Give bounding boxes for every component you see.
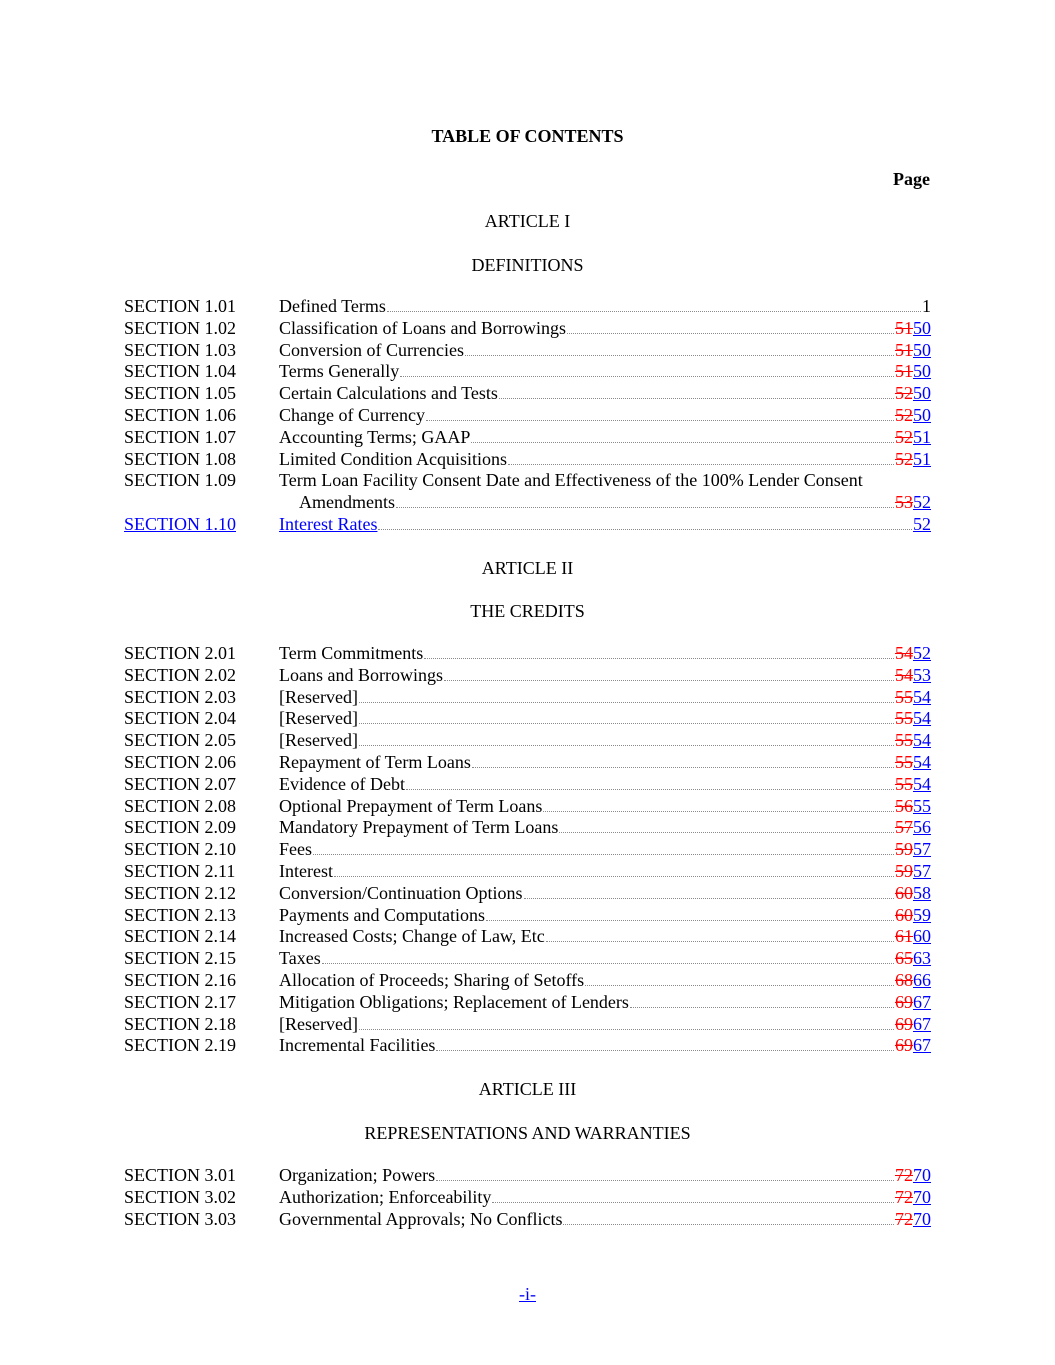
toc-entry-title[interactable]: [Reserved] — [279, 730, 358, 751]
toc-entry[interactable] — [279, 687, 931, 709]
dot-leader — [334, 862, 894, 877]
toc-entry-title[interactable]: Mitigation Obligations; Replacement of Lenders — [279, 991, 629, 1012]
toc-entry-title[interactable]: Accounting Terms; GAAP — [279, 426, 471, 447]
inserted-page-number[interactable]: 54 — [913, 773, 931, 794]
toc-section-number[interactable]: SECTION 2.01 — [124, 643, 236, 663]
dot-leader — [359, 1015, 894, 1030]
dot-leader — [543, 797, 894, 812]
dot-leader — [546, 927, 894, 942]
dot-leader — [378, 515, 912, 530]
toc-entry-title[interactable]: Certain Calculations and Tests — [279, 383, 498, 404]
toc-section-number[interactable]: SECTION 2.14 — [124, 926, 236, 947]
inserted-page-number[interactable]: 54 — [913, 751, 931, 772]
toc-section-number[interactable]: SECTION 2.18 — [124, 1013, 236, 1034]
inserted-page-number[interactable]: 55 — [913, 795, 931, 816]
dot-leader — [499, 384, 894, 399]
toc-section-number[interactable]: SECTION 3.01 — [124, 1165, 236, 1185]
toc-entry[interactable] — [279, 1209, 931, 1231]
toc-row[interactable] — [124, 643, 931, 665]
article-3-toc — [124, 1165, 931, 1230]
inserted-page-number[interactable]: 50 — [913, 361, 931, 382]
toc-row[interactable] — [124, 926, 931, 948]
toc-entry[interactable] — [279, 405, 931, 427]
toc-row[interactable] — [124, 1165, 931, 1187]
deleted-page-number: 72 — [895, 1186, 913, 1207]
dot-leader — [472, 753, 894, 768]
toc-entry[interactable] — [279, 926, 931, 948]
dot-leader — [585, 971, 894, 986]
deleted-page-number: 52 — [895, 448, 913, 469]
inserted-page-number[interactable]: 52 — [913, 643, 931, 663]
toc-entry-title[interactable]: Conversion of Currencies — [279, 339, 464, 360]
toc-section-number[interactable]: SECTION 2.08 — [124, 795, 236, 816]
toc-page-ref[interactable] — [895, 1187, 931, 1209]
deleted-page-number: 51 — [895, 317, 913, 338]
toc-entry[interactable] — [279, 383, 931, 405]
toc-entry-title[interactable]: Change of Currency — [279, 404, 425, 425]
toc-row[interactable] — [124, 730, 931, 752]
toc-page-ref[interactable] — [895, 1014, 931, 1036]
toc-section-number[interactable]: SECTION 2.02 — [124, 664, 236, 685]
dot-leader — [387, 297, 921, 312]
deleted-page-number: 53 — [895, 492, 913, 513]
toc-row[interactable] — [124, 405, 931, 427]
deleted-page-number: 65 — [895, 948, 913, 969]
toc-entry[interactable] — [279, 796, 931, 818]
toc-page-ref[interactable] — [895, 839, 931, 861]
toc-page-ref[interactable] — [895, 492, 931, 514]
toc-row[interactable] — [124, 361, 931, 383]
inserted-page-number[interactable]: 70 — [913, 1165, 931, 1185]
article-1-toc — [124, 296, 931, 536]
footer-page-number[interactable]: -i- — [519, 1284, 536, 1304]
toc-entry[interactable] — [279, 470, 931, 514]
toc-page-ref[interactable] — [895, 340, 931, 362]
toc-page-ref[interactable] — [895, 687, 931, 709]
toc-entry[interactable] — [279, 774, 931, 796]
toc-section-number[interactable]: SECTION 1.10 — [124, 513, 236, 534]
toc-row[interactable] — [124, 340, 931, 362]
inserted-page-number[interactable]: 67 — [913, 1013, 931, 1034]
deleted-page-number: 72 — [895, 1165, 913, 1185]
toc-section-number[interactable]: SECTION 1.06 — [124, 404, 236, 425]
dot-leader — [396, 493, 894, 508]
toc-page-ref[interactable] — [895, 427, 931, 449]
toc-entry[interactable] — [279, 449, 931, 471]
toc-page-ref[interactable] — [895, 752, 931, 774]
toc-section-number[interactable]: SECTION 2.04 — [124, 708, 236, 729]
toc-entry[interactable] — [279, 948, 931, 970]
toc-entry-title[interactable]: Defined Terms — [279, 296, 386, 316]
toc-entry-title[interactable]: Limited Condition Acquisitions — [279, 448, 508, 469]
toc-page-ref[interactable] — [895, 449, 931, 471]
dot-leader — [486, 906, 894, 921]
inserted-page-number[interactable]: 57 — [913, 860, 931, 881]
toc-page-ref[interactable] — [895, 948, 931, 970]
dot-leader — [524, 884, 894, 899]
toc-entry-title[interactable]: [Reserved] — [279, 686, 358, 707]
inserted-page-number[interactable]: 50 — [913, 317, 931, 338]
toc-entry[interactable] — [279, 340, 931, 362]
toc-page-ref[interactable] — [895, 708, 931, 730]
toc-section-number[interactable]: SECTION 1.03 — [124, 339, 236, 360]
deleted-page-number: 54 — [895, 664, 913, 685]
dot-leader — [436, 1166, 894, 1181]
toc-entry-title[interactable]: Governmental Approvals; No Conflicts — [279, 1208, 563, 1229]
toc-entry-title[interactable]: [Reserved] — [279, 1013, 358, 1034]
document-title: TABLE OF CONTENTS — [431, 126, 624, 146]
deleted-page-number: 60 — [895, 904, 913, 925]
toc-row[interactable] — [124, 992, 931, 1014]
toc-entry-title[interactable]: Authorization; Enforceability — [279, 1186, 492, 1207]
toc-page-ref[interactable] — [895, 643, 931, 665]
toc-page-ref[interactable] — [895, 383, 931, 405]
dot-leader — [359, 731, 894, 746]
toc-section-number[interactable]: SECTION 2.03 — [124, 686, 236, 707]
deleted-page-number: 55 — [895, 730, 913, 751]
toc-row[interactable] — [124, 470, 931, 514]
dot-leader — [465, 341, 894, 356]
inserted-page-number[interactable]: 54 — [913, 730, 931, 751]
deleted-page-number: 52 — [895, 426, 913, 447]
toc-entry-title[interactable]: [Reserved] — [279, 708, 358, 729]
toc-section-number[interactable]: SECTION 2.05 — [124, 730, 236, 751]
inserted-page-number[interactable]: 67 — [913, 991, 931, 1012]
toc-page-ref[interactable] — [895, 883, 931, 905]
toc-entry-title[interactable]: Organization; Powers — [279, 1165, 436, 1185]
deleted-page-number: 68 — [895, 969, 913, 990]
toc-section-number[interactable]: SECTION 1.04 — [124, 361, 236, 382]
toc-section-number[interactable]: SECTION 1.05 — [124, 383, 236, 404]
toc-page-ref[interactable] — [895, 1035, 931, 1057]
toc-entry-title[interactable]: Interest — [279, 860, 333, 881]
toc-row[interactable] — [124, 1014, 931, 1036]
dot-leader — [359, 709, 894, 724]
toc-row[interactable] — [124, 318, 931, 340]
toc-entry[interactable] — [279, 1014, 931, 1036]
toc-row[interactable] — [124, 1209, 931, 1231]
toc-section-number[interactable]: SECTION 2.09 — [124, 817, 236, 838]
deleted-page-number: 69 — [895, 991, 913, 1012]
toc-row[interactable] — [124, 796, 931, 818]
deleted-page-number: 57 — [895, 817, 913, 838]
inserted-page-number[interactable]: 60 — [913, 926, 931, 947]
article-2-toc — [124, 643, 931, 1057]
toc-row[interactable] — [124, 708, 931, 730]
toc-page-ref[interactable] — [895, 405, 931, 427]
inserted-page-number[interactable]: 50 — [913, 383, 931, 404]
inserted-page-number[interactable]: 56 — [913, 817, 931, 838]
toc-section-number[interactable]: SECTION 1.01 — [124, 296, 236, 316]
toc-entry-title[interactable]: Term Loan Facility Consent Date and Effectiveness of the 100% Lender Consent — [279, 470, 863, 491]
toc-entry[interactable] — [279, 730, 931, 752]
dot-leader — [322, 949, 894, 964]
toc-row[interactable] — [124, 774, 931, 796]
toc-section-number[interactable]: SECTION 2.16 — [124, 969, 236, 990]
toc-entry-title[interactable]: Mandatory Prepayment of Term Loans — [279, 817, 559, 838]
toc-entry-title[interactable]: Term Commitments — [279, 643, 424, 663]
toc-entry[interactable] — [279, 752, 931, 774]
toc-entry-title-continued[interactable] — [279, 492, 931, 514]
page-number[interactable]: 1 — [922, 296, 931, 316]
dot-leader — [471, 428, 894, 443]
article-3-name: REPRESENTATIONS AND WARRANTIES — [364, 1123, 691, 1143]
toc-entry-title[interactable]: Taxes — [279, 948, 321, 969]
toc-row[interactable] — [124, 1035, 931, 1057]
toc-page-ref[interactable] — [895, 318, 931, 340]
toc-entry[interactable] — [279, 992, 931, 1014]
inserted-page-number[interactable]: 58 — [913, 882, 931, 903]
toc-entry[interactable] — [279, 883, 931, 905]
toc-section-number[interactable]: SECTION 2.06 — [124, 751, 236, 772]
toc-entry[interactable] — [279, 1165, 931, 1187]
deleted-page-number: 54 — [895, 643, 913, 663]
toc-entry[interactable] — [279, 861, 931, 883]
toc-row[interactable] — [124, 861, 931, 883]
toc-section-number[interactable]: SECTION 1.07 — [124, 426, 236, 447]
toc-section-number[interactable]: SECTION 2.15 — [124, 948, 236, 969]
toc-entry[interactable] — [279, 1187, 931, 1209]
inserted-page-number[interactable]: 50 — [913, 404, 931, 425]
toc-section-number[interactable]: SECTION 2.17 — [124, 991, 236, 1012]
inserted-page-number[interactable]: 59 — [913, 904, 931, 925]
toc-page-ref[interactable] — [895, 1165, 931, 1187]
inserted-page-number[interactable]: 51 — [913, 426, 931, 447]
toc-row[interactable] — [124, 427, 931, 449]
dot-leader — [426, 406, 894, 421]
toc-section-number[interactable]: SECTION 1.09 — [124, 470, 236, 491]
toc-row[interactable] — [124, 1187, 931, 1209]
toc-row[interactable] — [124, 839, 931, 861]
toc-entry[interactable] — [279, 318, 931, 340]
toc-page-ref[interactable] — [895, 905, 931, 927]
toc-section-number[interactable]: SECTION 2.13 — [124, 904, 236, 925]
toc-entry[interactable] — [279, 665, 931, 687]
toc-entry-title[interactable]: Optional Prepayment of Term Loans — [279, 795, 543, 816]
article-1-number: ARTICLE I — [484, 211, 571, 231]
toc-entry-title[interactable]: Incremental Facilities — [279, 1035, 436, 1056]
deleted-page-number: 51 — [895, 339, 913, 360]
toc-page-ref[interactable] — [895, 730, 931, 752]
dot-leader — [559, 818, 894, 833]
toc-section-number[interactable]: SECTION 2.07 — [124, 773, 236, 794]
toc-entry-title-line2[interactable]: Amendments — [299, 492, 395, 513]
deleted-page-number: 69 — [895, 1035, 913, 1056]
toc-section-number[interactable]: SECTION 2.10 — [124, 839, 236, 860]
toc-row[interactable] — [124, 883, 931, 905]
toc-entry-title[interactable]: Loans and Borrowings — [279, 664, 443, 685]
toc-page-ref[interactable] — [895, 774, 931, 796]
deleted-page-number: 72 — [895, 1208, 913, 1229]
toc-section-number[interactable]: SECTION 3.02 — [124, 1186, 236, 1207]
dot-leader — [359, 688, 894, 703]
inserted-page-number[interactable]: 51 — [913, 448, 931, 469]
toc-page-ref[interactable] — [895, 796, 931, 818]
toc-entry-title[interactable]: Terms Generally — [279, 361, 400, 382]
toc-entry[interactable] — [279, 643, 931, 665]
toc-page-ref[interactable] — [895, 861, 931, 883]
dot-leader — [630, 993, 894, 1008]
toc-entry-title[interactable]: Payments and Computations — [279, 904, 485, 925]
toc-page-ref[interactable] — [895, 1209, 931, 1231]
deleted-page-number: 55 — [895, 686, 913, 707]
deleted-page-number: 51 — [895, 361, 913, 382]
inserted-page-number[interactable]: 66 — [913, 969, 931, 990]
deleted-page-number: 55 — [895, 751, 913, 772]
inserted-page-number[interactable]: 67 — [913, 1035, 931, 1056]
page-number-footer[interactable] — [0, 1283, 1055, 1305]
toc-entry[interactable] — [279, 361, 931, 383]
toc-entry[interactable] — [279, 970, 931, 992]
toc-entry-title[interactable]: Conversion/Continuation Options — [279, 882, 523, 903]
deleted-page-number: 55 — [895, 708, 913, 729]
toc-section-number[interactable]: SECTION 1.08 — [124, 448, 236, 469]
toc-row[interactable] — [124, 905, 931, 927]
toc-row[interactable] — [124, 752, 931, 774]
dot-leader — [508, 450, 894, 465]
toc-entry-title[interactable]: Allocation of Proceeds; Sharing of Setoffs — [279, 969, 585, 990]
deleted-page-number: 60 — [895, 882, 913, 903]
toc-row[interactable] — [124, 687, 931, 709]
toc-entry[interactable] — [279, 296, 931, 318]
toc-page-ref[interactable] — [895, 992, 931, 1014]
toc-entry[interactable] — [279, 839, 931, 861]
inserted-page-number[interactable]: 70 — [913, 1208, 931, 1229]
inserted-page-number[interactable]: 54 — [913, 686, 931, 707]
toc-entry-title[interactable]: Increased Costs; Change of Law, Etc — [279, 926, 545, 947]
dot-leader — [436, 1036, 894, 1051]
toc-row[interactable] — [124, 514, 931, 536]
toc-entry[interactable] — [279, 817, 931, 839]
toc-section-number[interactable]: SECTION 1.02 — [124, 317, 236, 338]
toc-page-ref[interactable] — [895, 926, 931, 948]
deleted-page-number: 56 — [895, 795, 913, 816]
toc-entry[interactable] — [279, 514, 931, 536]
dot-leader — [567, 319, 894, 334]
toc-row[interactable] — [124, 449, 931, 471]
toc-entry[interactable] — [279, 708, 931, 730]
toc-entry-title[interactable]: Evidence of Debt — [279, 773, 405, 794]
toc-section-number[interactable]: SECTION 2.19 — [124, 1035, 236, 1056]
deleted-page-number: 61 — [895, 926, 913, 947]
article-3-number: ARTICLE III — [478, 1079, 577, 1099]
toc-row[interactable] — [124, 948, 931, 970]
toc-page-ref[interactable] — [895, 817, 931, 839]
inserted-page-number[interactable]: 52 — [913, 492, 931, 513]
dot-leader — [444, 666, 894, 681]
article-1-name: DEFINITIONS — [471, 255, 584, 275]
inserted-page-number[interactable]: 54 — [913, 708, 931, 729]
deleted-page-number: 59 — [895, 860, 913, 881]
inserted-page-number[interactable]: 52 — [913, 513, 931, 534]
toc-section-number[interactable]: SECTION 3.03 — [124, 1208, 236, 1229]
toc-section-number[interactable]: SECTION 2.12 — [124, 882, 236, 903]
toc-row[interactable] — [124, 665, 931, 687]
deleted-page-number: 52 — [895, 383, 913, 404]
dot-leader — [424, 644, 894, 659]
deleted-page-number: 55 — [895, 773, 913, 794]
toc-entry[interactable] — [279, 905, 931, 927]
toc-entry-title[interactable]: Interest Rates — [279, 513, 378, 534]
deleted-page-number: 69 — [895, 1013, 913, 1034]
deleted-page-number: 52 — [895, 404, 913, 425]
toc-page-ref[interactable] — [895, 361, 931, 383]
dot-leader — [400, 362, 894, 377]
toc-entry[interactable] — [279, 427, 931, 449]
dot-leader — [492, 1188, 894, 1203]
toc-page-ref[interactable] — [922, 296, 931, 318]
inserted-page-number[interactable]: 50 — [913, 339, 931, 360]
toc-row[interactable] — [124, 970, 931, 992]
dot-leader — [313, 840, 894, 855]
toc-entry[interactable] — [279, 1035, 931, 1057]
toc-entry-title[interactable]: Repayment of Term Loans — [279, 751, 471, 772]
toc-row[interactable] — [124, 296, 931, 318]
toc-entry-title[interactable]: Classification of Loans and Borrowings — [279, 317, 566, 338]
toc-row[interactable] — [124, 383, 931, 405]
toc-page-ref[interactable] — [895, 665, 931, 687]
toc-row[interactable] — [124, 817, 931, 839]
deleted-page-number: 59 — [895, 839, 913, 860]
article-2-name: THE CREDITS — [470, 601, 585, 621]
toc-entry-title[interactable]: Fees — [279, 839, 312, 860]
inserted-page-number[interactable]: 70 — [913, 1186, 931, 1207]
article-2-number: ARTICLE II — [481, 558, 574, 578]
dot-leader — [406, 775, 894, 790]
inserted-page-number[interactable]: 57 — [913, 839, 931, 860]
toc-page-ref[interactable] — [895, 970, 931, 992]
inserted-page-number[interactable]: 63 — [913, 948, 931, 969]
toc-page-ref[interactable] — [913, 514, 931, 536]
page-column-heading: Page — [893, 169, 930, 189]
dot-leader — [563, 1210, 894, 1225]
toc-section-number[interactable]: SECTION 2.11 — [124, 860, 236, 881]
inserted-page-number[interactable]: 53 — [913, 664, 931, 685]
